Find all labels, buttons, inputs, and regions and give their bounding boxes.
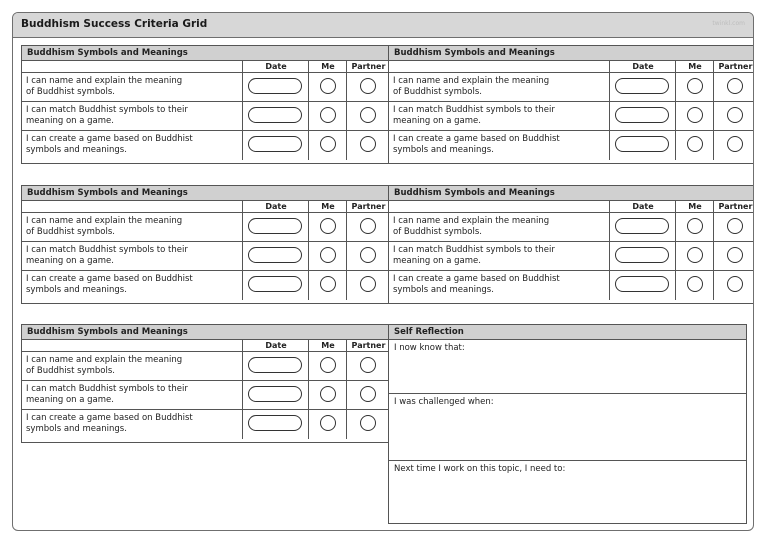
grid-title: Buddhism Symbols and Meanings bbox=[22, 186, 389, 201]
grid-title: Buddhism Symbols and Meanings bbox=[22, 325, 389, 340]
me-checkbox[interactable] bbox=[687, 276, 703, 292]
partner-checkbox[interactable] bbox=[727, 247, 743, 263]
partner-checkbox[interactable] bbox=[360, 107, 376, 123]
reflection-section[interactable] bbox=[389, 461, 746, 523]
reflection-prompt: I was challenged when: bbox=[394, 397, 494, 407]
criteria-text: I can name and explain the meaning of Buddhist symbols. bbox=[26, 76, 183, 97]
me-checkbox[interactable] bbox=[687, 218, 703, 234]
me-checkbox[interactable] bbox=[320, 276, 336, 292]
date-column-header: Date bbox=[265, 62, 287, 71]
criteria-grid-4 bbox=[388, 185, 754, 304]
me-column-header: Me bbox=[688, 62, 702, 71]
grid-title: Buddhism Symbols and Meanings bbox=[389, 186, 754, 201]
date-column-header: Date bbox=[265, 202, 287, 211]
me-checkbox[interactable] bbox=[320, 386, 336, 402]
criteria-text: I can name and explain the meaning of Buddhist symbols. bbox=[393, 216, 550, 237]
column-headers bbox=[22, 340, 389, 352]
criteria-text: I can match Buddhist symbols to their meaning on a game. bbox=[393, 105, 555, 126]
criteria-row bbox=[389, 131, 754, 160]
criteria-text: I can name and explain the meaning of Buddhist symbols. bbox=[26, 355, 183, 376]
partner-checkbox[interactable] bbox=[727, 136, 743, 152]
me-checkbox[interactable] bbox=[687, 136, 703, 152]
partner-checkbox[interactable] bbox=[360, 218, 376, 234]
grid-title: Buddhism Symbols and Meanings bbox=[22, 46, 389, 61]
date-field[interactable] bbox=[248, 415, 302, 431]
criteria-row bbox=[389, 73, 754, 102]
partner-checkbox[interactable] bbox=[360, 276, 376, 292]
partner-checkbox[interactable] bbox=[727, 107, 743, 123]
criteria-text: I can create a game based on Buddhist symbols and meanings. bbox=[26, 413, 193, 434]
column-headers bbox=[22, 61, 389, 73]
me-column-header: Me bbox=[321, 202, 335, 211]
me-checkbox[interactable] bbox=[320, 107, 336, 123]
criteria-text: I can create a game based on Buddhist symbols and meanings. bbox=[393, 274, 560, 295]
partner-checkbox[interactable] bbox=[360, 78, 376, 94]
partner-checkbox[interactable] bbox=[360, 136, 376, 152]
criteria-text: I can create a game based on Buddhist symbols and meanings. bbox=[26, 134, 193, 155]
column-headers bbox=[389, 201, 754, 213]
criteria-text: I can name and explain the meaning of Buddhist symbols. bbox=[26, 216, 183, 237]
criteria-row bbox=[22, 242, 389, 271]
partner-checkbox[interactable] bbox=[727, 78, 743, 94]
date-column-header: Date bbox=[632, 202, 654, 211]
date-field[interactable] bbox=[615, 136, 669, 152]
criteria-row bbox=[22, 213, 389, 242]
date-field[interactable] bbox=[248, 386, 302, 402]
date-field[interactable] bbox=[615, 218, 669, 234]
me-checkbox[interactable] bbox=[320, 357, 336, 373]
reflection-section[interactable] bbox=[389, 394, 746, 461]
me-checkbox[interactable] bbox=[687, 247, 703, 263]
reflection-prompt: Next time I work on this topic, I need to: bbox=[394, 464, 566, 474]
date-column-header: Date bbox=[265, 341, 287, 350]
worksheet-frame bbox=[12, 12, 754, 531]
me-checkbox[interactable] bbox=[687, 78, 703, 94]
brand-watermark: twinkl.com bbox=[712, 20, 745, 27]
criteria-row bbox=[22, 102, 389, 131]
me-column-header: Me bbox=[321, 62, 335, 71]
date-field[interactable] bbox=[248, 276, 302, 292]
page-title: Buddhism Success Criteria Grid bbox=[21, 18, 208, 30]
criteria-row bbox=[389, 213, 754, 242]
date-column-header: Date bbox=[632, 62, 654, 71]
criteria-text: I can name and explain the meaning of Buddhist symbols. bbox=[393, 76, 550, 97]
date-field[interactable] bbox=[615, 107, 669, 123]
criteria-row bbox=[22, 381, 389, 410]
date-field[interactable] bbox=[248, 78, 302, 94]
criteria-text: I can match Buddhist symbols to their meaning on a game. bbox=[26, 105, 188, 126]
criteria-row bbox=[389, 242, 754, 271]
criteria-row bbox=[389, 102, 754, 131]
date-field[interactable] bbox=[615, 78, 669, 94]
criteria-row bbox=[22, 131, 389, 160]
me-column-header: Me bbox=[688, 202, 702, 211]
column-headers bbox=[389, 61, 754, 73]
criteria-text: I can match Buddhist symbols to their meaning on a game. bbox=[26, 384, 188, 405]
me-column-header: Me bbox=[321, 341, 335, 350]
criteria-text: I can match Buddhist symbols to their meaning on a game. bbox=[393, 245, 555, 266]
date-field[interactable] bbox=[248, 136, 302, 152]
criteria-grid-3 bbox=[21, 185, 390, 304]
date-field[interactable] bbox=[615, 247, 669, 263]
date-field[interactable] bbox=[248, 107, 302, 123]
column-headers bbox=[22, 201, 389, 213]
date-field[interactable] bbox=[615, 276, 669, 292]
partner-checkbox[interactable] bbox=[360, 247, 376, 263]
criteria-grid-5 bbox=[21, 324, 390, 443]
partner-column-header: Partner bbox=[351, 341, 386, 350]
reflection-prompt: I now know that: bbox=[394, 343, 465, 353]
criteria-row bbox=[22, 352, 389, 381]
me-checkbox[interactable] bbox=[320, 247, 336, 263]
partner-checkbox[interactable] bbox=[727, 218, 743, 234]
partner-checkbox[interactable] bbox=[360, 386, 376, 402]
criteria-row bbox=[22, 271, 389, 300]
grid-title: Buddhism Symbols and Meanings bbox=[389, 46, 754, 61]
criteria-text: I can match Buddhist symbols to their meaning on a game. bbox=[26, 245, 188, 266]
partner-column-header: Partner bbox=[351, 202, 386, 211]
criteria-text: I can create a game based on Buddhist symbols and meanings. bbox=[393, 134, 560, 155]
criteria-row bbox=[22, 73, 389, 102]
date-field[interactable] bbox=[248, 218, 302, 234]
me-checkbox[interactable] bbox=[320, 415, 336, 431]
partner-checkbox[interactable] bbox=[360, 357, 376, 373]
me-checkbox[interactable] bbox=[320, 136, 336, 152]
criteria-row bbox=[22, 410, 389, 439]
me-checkbox[interactable] bbox=[687, 107, 703, 123]
partner-column-header: Partner bbox=[718, 62, 753, 71]
partner-checkbox[interactable] bbox=[360, 415, 376, 431]
me-checkbox[interactable] bbox=[320, 78, 336, 94]
reflection-section[interactable] bbox=[389, 340, 746, 394]
date-field[interactable] bbox=[248, 247, 302, 263]
reflection-title: Self Reflection bbox=[389, 325, 746, 340]
me-checkbox[interactable] bbox=[320, 218, 336, 234]
criteria-row bbox=[389, 271, 754, 300]
partner-column-header: Partner bbox=[718, 202, 753, 211]
criteria-grid-2 bbox=[388, 45, 754, 164]
criteria-grid-1 bbox=[21, 45, 390, 164]
criteria-text: I can create a game based on Buddhist symbols and meanings. bbox=[26, 274, 193, 295]
worksheet-header bbox=[13, 13, 753, 38]
partner-checkbox[interactable] bbox=[727, 276, 743, 292]
date-field[interactable] bbox=[248, 357, 302, 373]
partner-column-header: Partner bbox=[351, 62, 386, 71]
self-reflection-panel bbox=[388, 324, 747, 524]
